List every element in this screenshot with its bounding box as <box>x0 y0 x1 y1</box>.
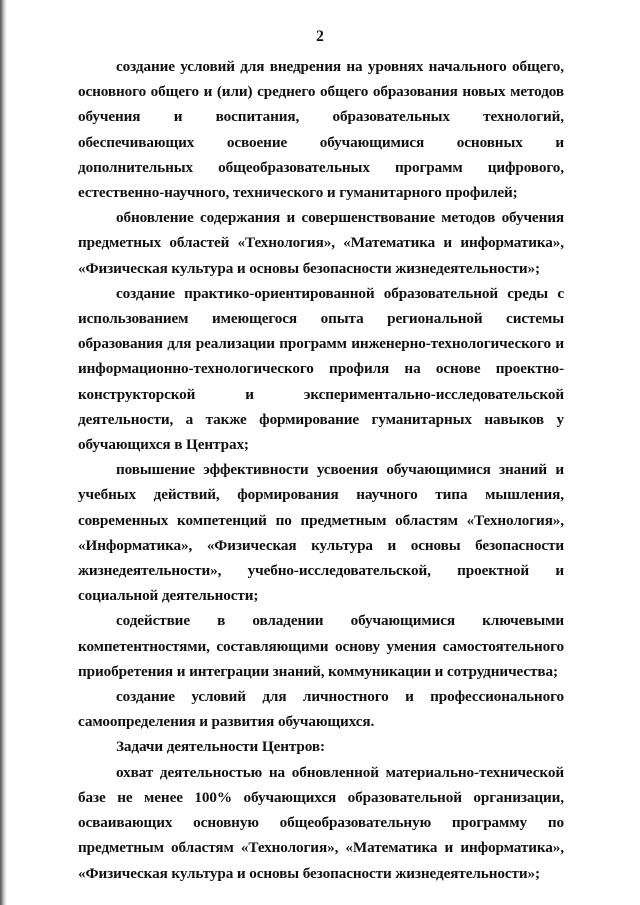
page-number: 2 <box>316 28 324 45</box>
paragraph-self-determination: создание условий для личностного и профессионального самоопределения и развития обучающихся. <box>78 688 564 731</box>
paragraph-practice-environment: создание практико-ориентированной образовательной среды с использованием имеющегося опыта региональной системы образования для реализации программ инженерно-технологического и информационно-технологического профиля на основе проектно-конструкторской и экспериментально-исследовательской деятельности, а также формирование гуманитарных навыков у обучающихся в Центрах; <box>78 284 564 454</box>
scan-edge-shadow <box>0 0 7 905</box>
paragraph-content-update: обновление содержания и совершенствование методов обучения предметных областей «Технология», «Математика и информатика», «Физическая культура и основы безопасности жизнедеятельности»; <box>78 209 564 277</box>
document-body <box>78 54 564 886</box>
paragraph-key-competencies: содействие в овладении обучающимися ключевыми компетентностями, составляющими основу умения самостоятельного приобретения и интеграции знаний, коммуникации и сотрудничества; <box>78 612 564 680</box>
paragraph-efficiency-increase: повышение эффективности усвоения обучающимися знаний и учебных действий, формирования научного типа мышления, современных компетенций по предметным областям «Технология», «Информатика», «Физическая культура и основы безопасности жизнедеятельности», учебно-исследовательской, проектной и социальной деятельности; <box>78 461 564 605</box>
paragraph-coverage: охват деятельностью на обновленной материально-технической базе не менее 100% обучающихся образовательной организации, осваивающих основную общеобразовательную программу по предметным областям «Технология», «Математика и информатика», «Физическая культура и основы безопасности жизнедеятельности»; <box>78 763 564 882</box>
paragraph-tasks-heading: Задачи деятельности Центров: <box>116 738 325 756</box>
paragraph-conditions-new-methods: создание условий для внедрения на уровнях начального общего, основного общего и (или) среднего общего образования новых методов обучения и воспитания, образовательных технологий, обеспечивающих освоение обучающимися основных и дополнительных общеобразовательных программ цифрового, естественно-научного, технического и гуманитарного профилей; <box>78 58 564 202</box>
